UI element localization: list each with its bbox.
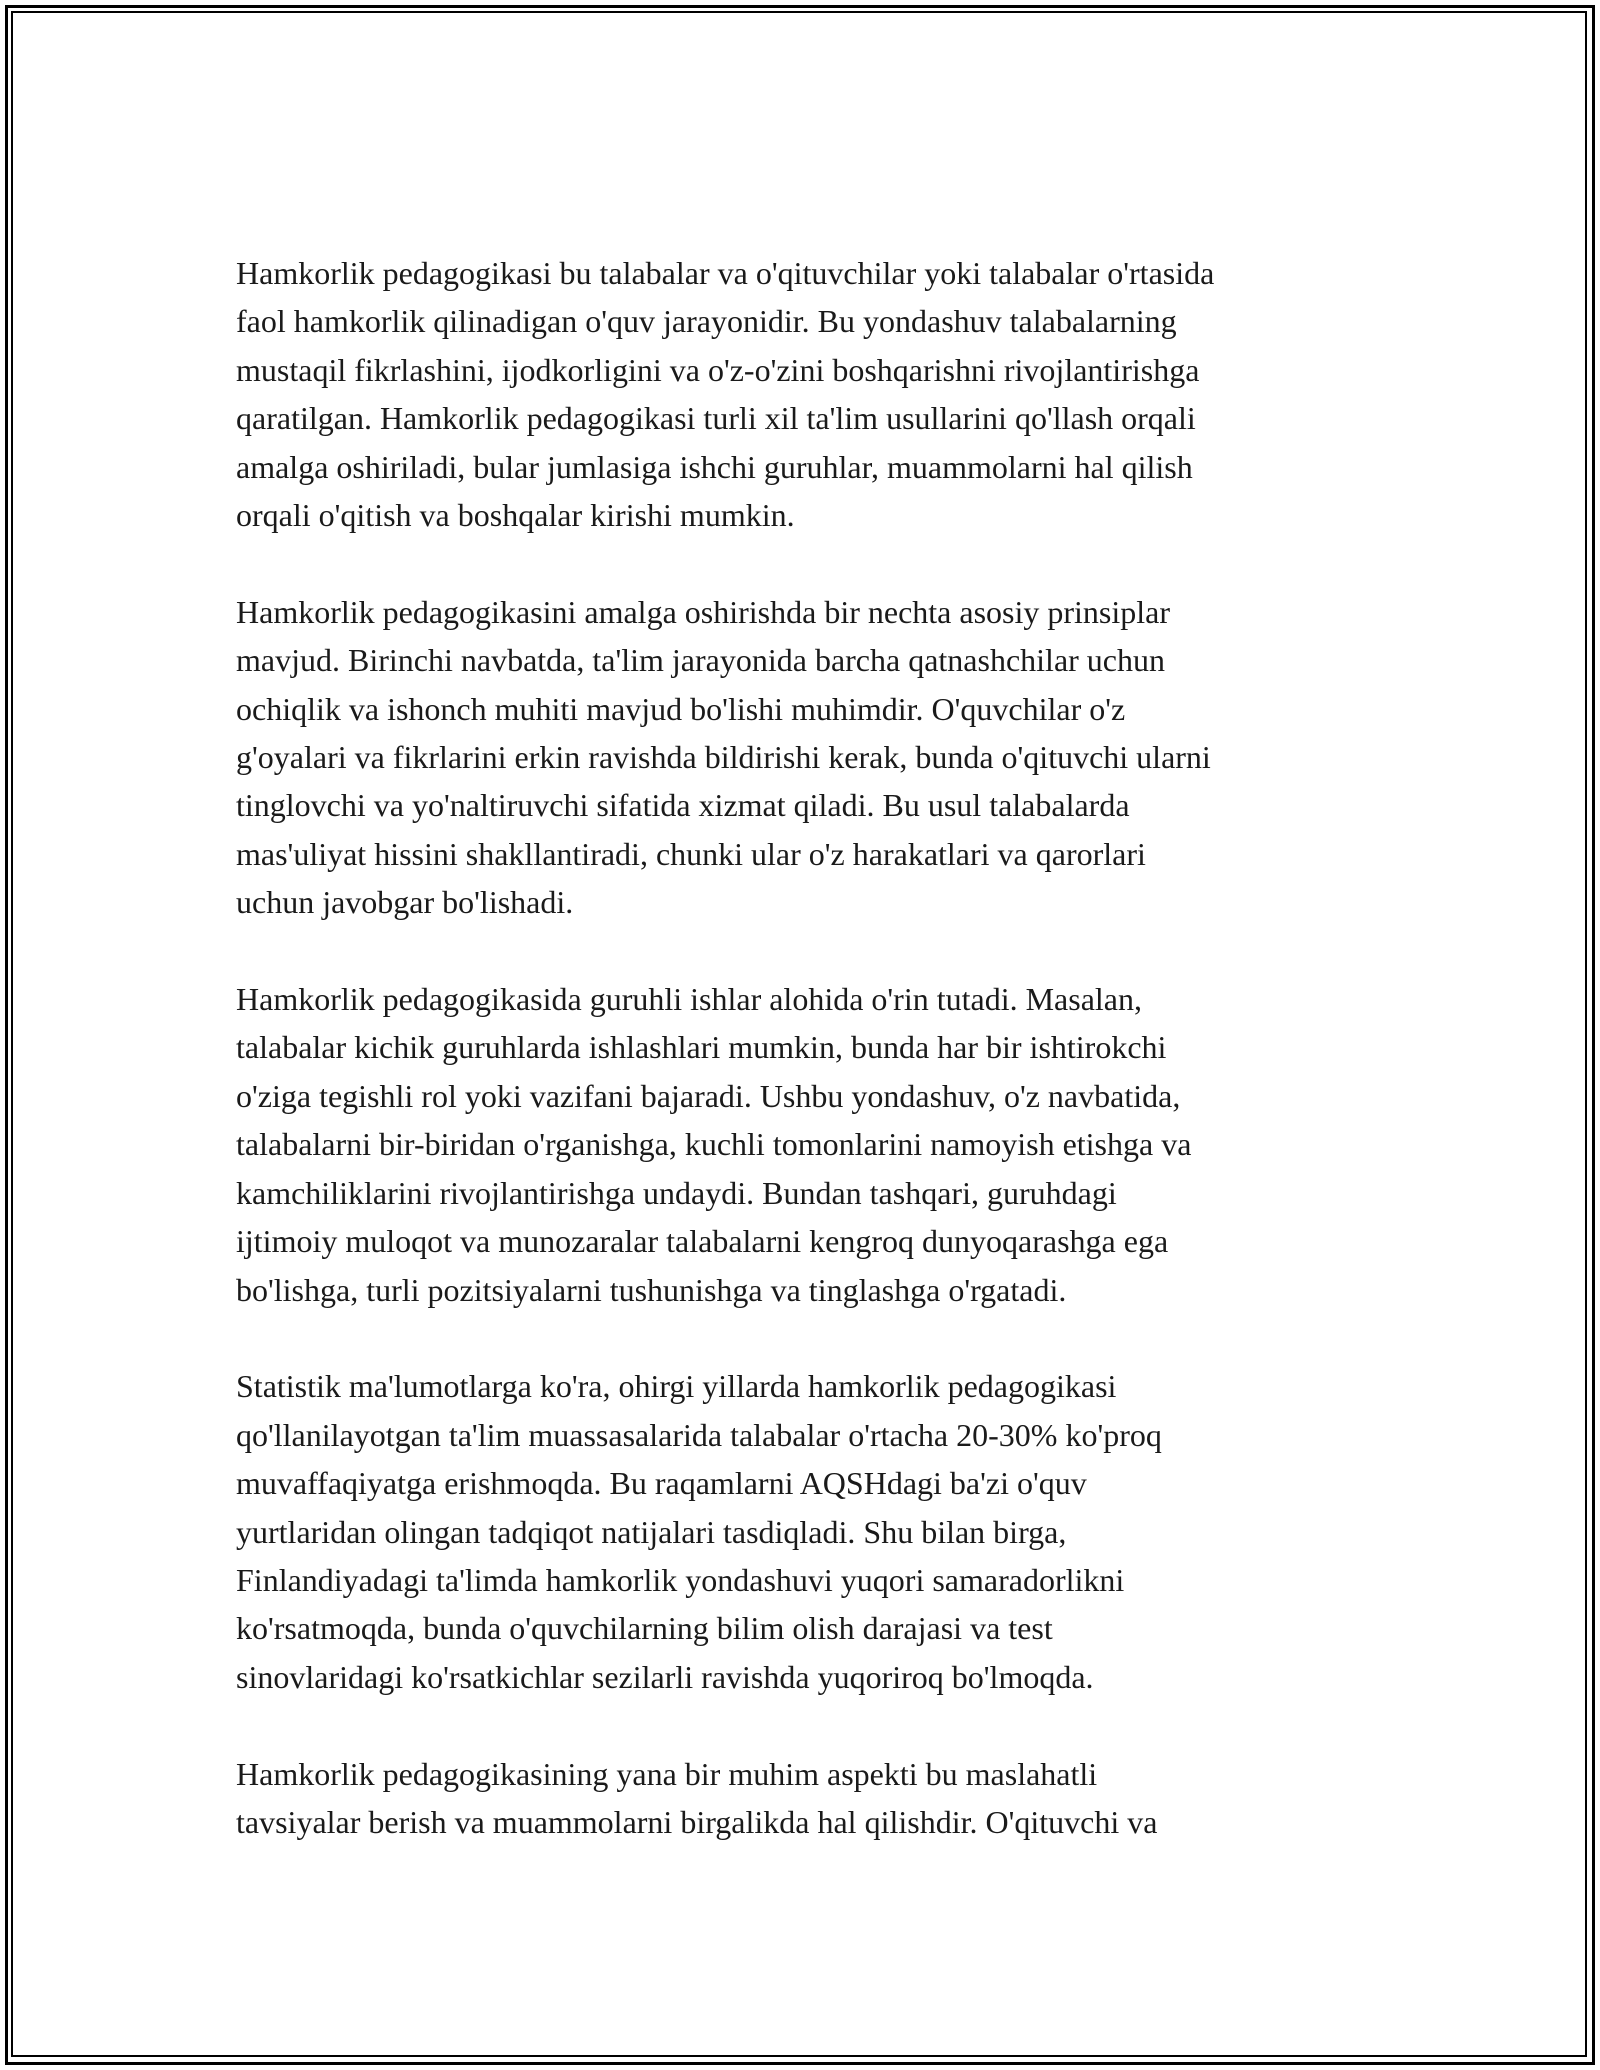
paragraph-3 xyxy=(236,975,1386,1314)
paragraph-line: faol hamkorlik qilinadigan o'quv jarayonidir. Bu yondashuv talabalarning xyxy=(236,303,1177,340)
paragraph-line: o'ziga tegishli rol yoki vazifani bajaradi. Ushbu yondashuv, o'z navbatida, xyxy=(236,1077,1181,1114)
paragraph-line: talabalar kichik guruhlarda ishlashlari mumkin, bunda har bir ishtirokchi xyxy=(236,1029,1167,1066)
paragraph-line: Hamkorlik pedagogikasida guruhli ishlar alohida o'rin tutadi. Masalan, xyxy=(236,981,1142,1018)
paragraph-line: Hamkorlik pedagogikasini amalga oshirishda bir nechta asosiy prinsiplar xyxy=(236,593,1170,630)
paragraph-line: ko'rsatmoqda, bunda o'quvchilarning bilim olish darajasi va test xyxy=(236,1610,1053,1647)
paragraph-line: qaratilgan. Hamkorlik pedagogikasi turli xil ta'lim usullarini qo'llash orqali xyxy=(236,400,1196,437)
paragraph-2 xyxy=(236,588,1386,927)
paragraph-line: Hamkorlik pedagogikasi bu talabalar va o'qituvchilar yoki talabalar o'rtasida xyxy=(236,255,1215,291)
paragraph-line: tavsiyalar berish va muammolarni birgalikda hal qilishdir. O'qituvchi va xyxy=(236,1803,1158,1840)
paragraph-line: yurtlaridan olingan tadqiqot natijalari tasdiqladi. Shu bilan birga, xyxy=(236,1513,1067,1550)
paragraph-line: Hamkorlik pedagogikasining yana bir muhim aspekti bu maslahatli xyxy=(236,1755,1098,1792)
paragraph-line: mustaqil fikrlashini, ijodkorligini va o'z-o'zini boshqarishni rivojlantirishga xyxy=(236,351,1200,388)
paragraph-line: amalga oshiriladi, bular jumlasiga ishchi guruhlar, muammolarni hal qilish xyxy=(236,448,1193,485)
paragraph-line: ijtimoiy muloqot va munozaralar talabalarni kengroq dunyoqarashga ega xyxy=(236,1223,1169,1260)
paragraph-line: mas'uliyat hissini shakllantiradi, chunki ular o'z harakatlari va qarorlari xyxy=(236,835,1146,872)
paragraph-line: bo'lishga, turli pozitsiyalarni tushunishga va tinglashga o'rgatadi. xyxy=(236,1271,1067,1308)
paragraph-line: Statistik ma'lumotlarga ko'ra, ohirgi yillarda hamkorlik pedagogikasi xyxy=(236,1368,1117,1405)
paragraph-line: mavjud. Birinchi navbatda, ta'lim jarayonida barcha qatnashchilar uchun xyxy=(236,642,1165,679)
paragraph-line: tinglovchi va yo'naltiruvchi sifatida xizmat qiladi. Bu usul talabalarda xyxy=(236,787,1130,824)
paragraph-line: qo'llanilayotgan ta'lim muassasalarida talabalar o'rtacha 20-30% ko'proq xyxy=(236,1416,1162,1453)
paragraph-1 xyxy=(236,249,1386,539)
paragraph-line: uchun javobgar bo'lishadi. xyxy=(236,884,574,921)
paragraph-line: muvaffaqiyatga erishmoqda. Bu raqamlarni AQSHdagi ba'zi o'quv xyxy=(236,1465,1087,1502)
paragraph-line: g'oyalari va fikrlarini erkin ravishda bildirishi kerak, bunda o'qituvchi ularni xyxy=(236,739,1211,776)
paragraph-line: ochiqlik va ishonch muhiti mavjud bo'lishi muhimdir. O'quvchilar o'z xyxy=(236,690,1126,727)
paragraph-5 xyxy=(236,1750,1386,1847)
document-body xyxy=(236,249,1386,1895)
paragraph-line: Finlandiyadagi ta'limda hamkorlik yondashuvi yuqori samaradorlikni xyxy=(236,1561,1125,1598)
paragraph-line: orqali o'qitish va boshqalar kirishi mumkin. xyxy=(236,497,795,534)
paragraph-line: talabalarni bir-biridan o'rganishga, kuchli tomonlarini namoyish etishga va xyxy=(236,1126,1192,1163)
paragraph-line: kamchiliklarini rivojlantirishga undaydi. Bundan tashqari, guruhdagi xyxy=(236,1174,1117,1211)
paragraph-line: sinovlaridagi ko'rsatkichlar sezilarli ravishda yuqoriroq bo'lmoqda. xyxy=(236,1658,1094,1695)
paragraph-4 xyxy=(236,1362,1386,1701)
